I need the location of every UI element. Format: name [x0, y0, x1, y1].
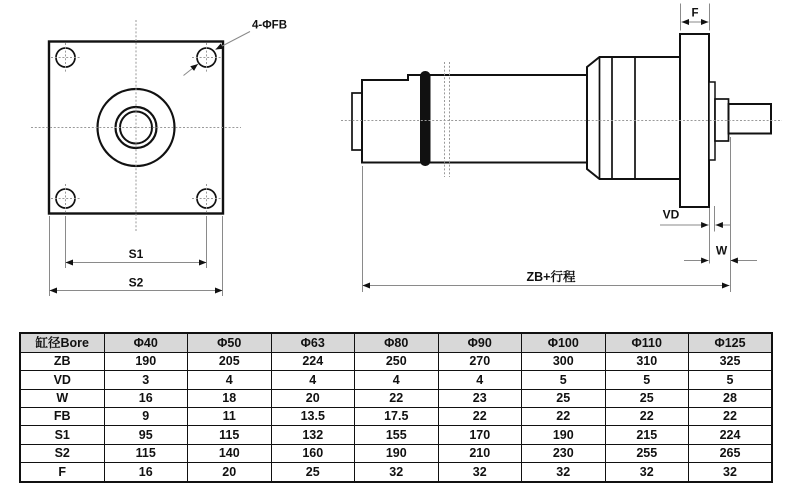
table-cell: 22 [605, 407, 689, 425]
table-cell: 4 [188, 371, 272, 389]
table-row-label: VD [20, 371, 104, 389]
table-cell: 4 [271, 371, 355, 389]
table-row [20, 352, 772, 370]
bolt-callout-label: 4-ΦFB [252, 19, 287, 32]
table-row-label: W [20, 389, 104, 407]
table-cell: 255 [605, 444, 689, 462]
table-cell: 140 [188, 444, 272, 462]
table-header-cell: Φ100 [522, 333, 606, 352]
table-cell: 22 [438, 407, 522, 425]
s1-label: S1 [128, 247, 144, 261]
table-row-label: ZB [20, 352, 104, 370]
table-cell: 16 [104, 389, 188, 407]
table-cell: 28 [689, 389, 773, 407]
table-header-row [20, 333, 772, 352]
table-row-label: FB [20, 407, 104, 425]
head-block [587, 57, 680, 179]
table-header-cell: Φ40 [104, 333, 188, 352]
table-row [20, 407, 772, 425]
table-cell: 190 [104, 352, 188, 370]
table-cell: 250 [355, 352, 439, 370]
table-row-label: S1 [20, 426, 104, 444]
table-cell: 32 [438, 463, 522, 482]
table-cell: 16 [104, 463, 188, 482]
table-row [20, 389, 772, 407]
table-row [20, 463, 772, 482]
table-cell: 170 [438, 426, 522, 444]
o-ring-band [420, 71, 431, 166]
table-cell: 17.5 [355, 407, 439, 425]
table-cell: 270 [438, 352, 522, 370]
table-cell: 3 [104, 371, 188, 389]
table-cell: 25 [605, 389, 689, 407]
dimension-table [19, 332, 773, 483]
table-row [20, 444, 772, 462]
table-cell: 155 [355, 426, 439, 444]
table-cell: 215 [605, 426, 689, 444]
table-cell: 5 [605, 371, 689, 389]
w-label: W [715, 243, 728, 258]
table-header-cell: Φ80 [355, 333, 439, 352]
table-cell: 32 [689, 463, 773, 482]
table-cell: 132 [271, 426, 355, 444]
table-cell: 310 [605, 352, 689, 370]
table-row [20, 426, 772, 444]
piston-rod [729, 104, 772, 134]
table-cell: 22 [522, 407, 606, 425]
table-cell: 300 [522, 352, 606, 370]
table-cell: 4 [355, 371, 439, 389]
table-cell: 205 [188, 352, 272, 370]
table-cell: 265 [689, 444, 773, 462]
f-label: F [691, 7, 699, 20]
table-header-cell: Φ50 [188, 333, 272, 352]
table-cell: 95 [104, 426, 188, 444]
table-cell: 25 [271, 463, 355, 482]
table-cell: 5 [522, 371, 606, 389]
rear-port-boss [352, 93, 362, 150]
zb-label: ZB+行程 [526, 270, 576, 284]
table-row-label: F [20, 463, 104, 482]
table-cell: 224 [689, 426, 773, 444]
table-cell: 22 [689, 407, 773, 425]
dimension-table-body [20, 333, 772, 482]
table-cell: 20 [271, 389, 355, 407]
table-cell: 115 [104, 444, 188, 462]
table-cell: 20 [188, 463, 272, 482]
table-cell: 25 [522, 389, 606, 407]
table-cell: 13.5 [271, 407, 355, 425]
table-header-cell: Φ110 [605, 333, 689, 352]
rear-cap-and-tube [362, 75, 587, 163]
table-cell: 11 [188, 407, 272, 425]
table-cell: 210 [438, 444, 522, 462]
table-row [20, 371, 772, 389]
table-cell: 32 [605, 463, 689, 482]
table-cell: 224 [271, 352, 355, 370]
table-cell: 160 [271, 444, 355, 462]
table-cell: 5 [689, 371, 773, 389]
front-view [31, 20, 287, 297]
s2-label: S2 [128, 275, 144, 290]
table-row-label: S2 [20, 444, 104, 462]
table-cell: 23 [438, 389, 522, 407]
table-cell: 9 [104, 407, 188, 425]
table-cell: 32 [355, 463, 439, 482]
table-cell: 4 [438, 371, 522, 389]
table-header-cell: Φ90 [438, 333, 522, 352]
table-cell: 190 [522, 426, 606, 444]
table-header-cell: Φ125 [689, 333, 773, 352]
table-cell: 115 [188, 426, 272, 444]
table-cell: 32 [522, 463, 606, 482]
table-header-cell: 缸径Bore [20, 333, 104, 352]
table-header-cell: Φ63 [271, 333, 355, 352]
table-cell: 325 [689, 352, 773, 370]
table-cell: 22 [355, 389, 439, 407]
side-view [341, 4, 782, 293]
table-cell: 230 [522, 444, 606, 462]
table-cell: 190 [355, 444, 439, 462]
table-cell: 18 [188, 389, 272, 407]
vd-label: VD [662, 207, 680, 222]
